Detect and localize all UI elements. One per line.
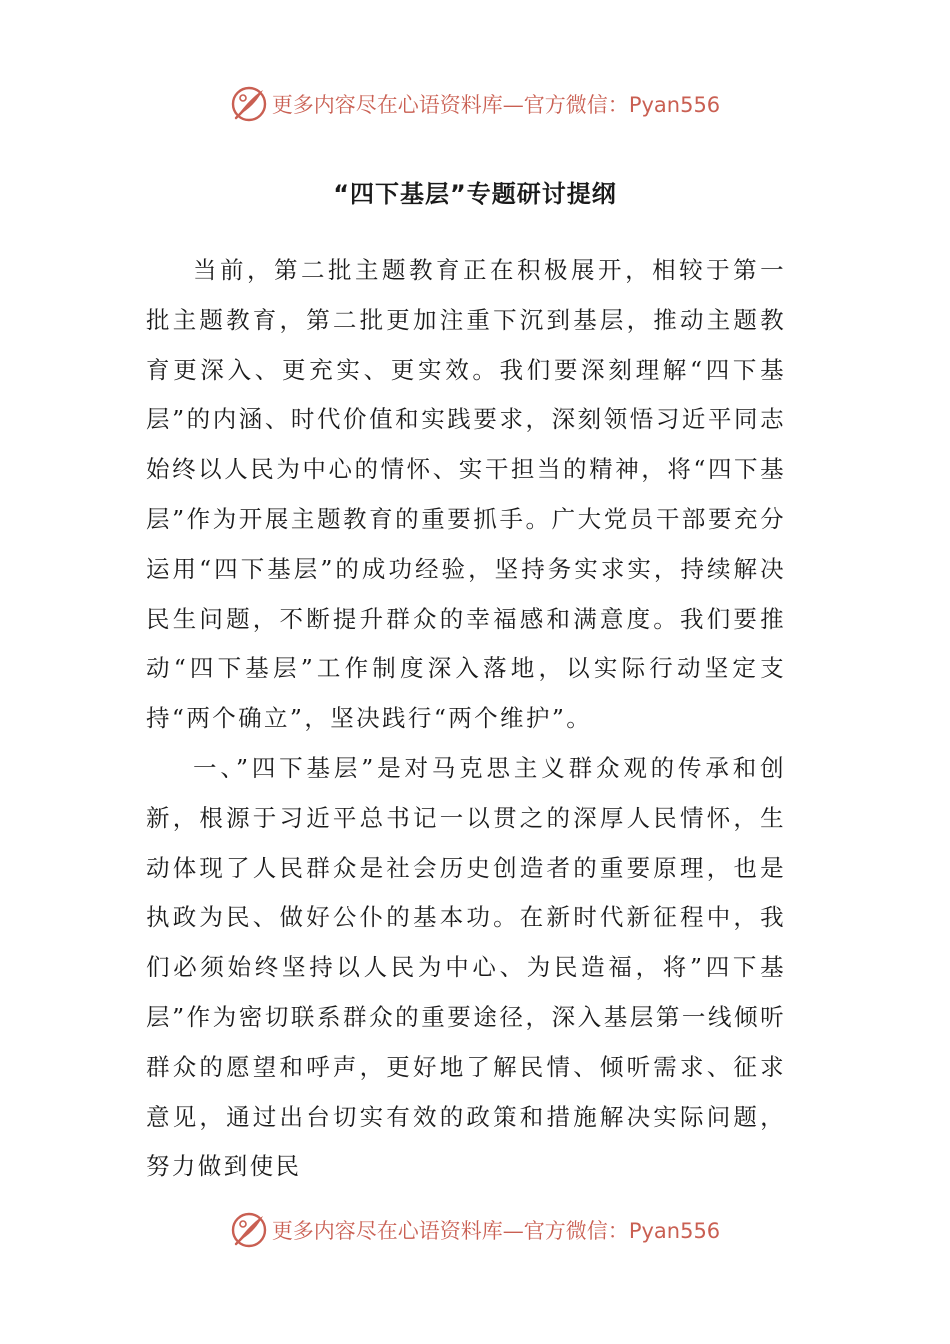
wechat-id: Pyan556 <box>628 93 721 117</box>
quill-logo-icon <box>230 1211 268 1249</box>
document-body <box>146 246 786 1192</box>
quill-logo-icon <box>230 85 268 123</box>
paragraph-section-1: 一、”四下基层”是对马克思主义群众观的传承和创新，根源于习近平总书记一以贯之的深厚人民情怀，生动体现了人民群众是社会历史创造者的重要原理，也是执政为民、做好公仆的基本功。在新时代新征程中，我们必须始终坚持以人民为中心、为民造福，将”四下基层”作为密切联系群众的重要途径，深入基层第一线倾听群众的愿望和呼声，更好地了解民情、倾听需求、征求意见，通过出台切实有效的政策和措施解决实际问题，努力做到使民 <box>146 753 786 1181</box>
watermark-text: 更多内容尽在心语资料库—官方微信： <box>271 1219 629 1243</box>
watermark-footer <box>0 1208 950 1252</box>
wechat-id: Pyan556 <box>628 1219 721 1243</box>
watermark-text: 更多内容尽在心语资料库—官方微信： <box>271 93 629 117</box>
paragraph-intro: 当前，第二批主题教育正在积极展开，相较于第一批主题教育，第二批更加注重下沉到基层，推动主题教育更深入、更充实、更实效。我们要深刻理解“四下基层”的内涵、时代价值和实践要求，深刻领悟习近平同志始终以人民为中心的情怀、实干担当的精神，将“四下基层”作为开展主题教育的重要抓手。广大党员干部要充分运用“四下基层”的成功经验，坚持务实求实，持续解决民生问题，不断提升群众的幸福感和满意度。我们要推动“四下基层”工作制度深入落地，以实际行动坚定支持“两个确立”，坚决践行“两个维护”。 <box>146 256 786 733</box>
watermark-header <box>0 82 950 126</box>
document-title: “四下基层”专题研讨提纲 <box>333 180 617 208</box>
